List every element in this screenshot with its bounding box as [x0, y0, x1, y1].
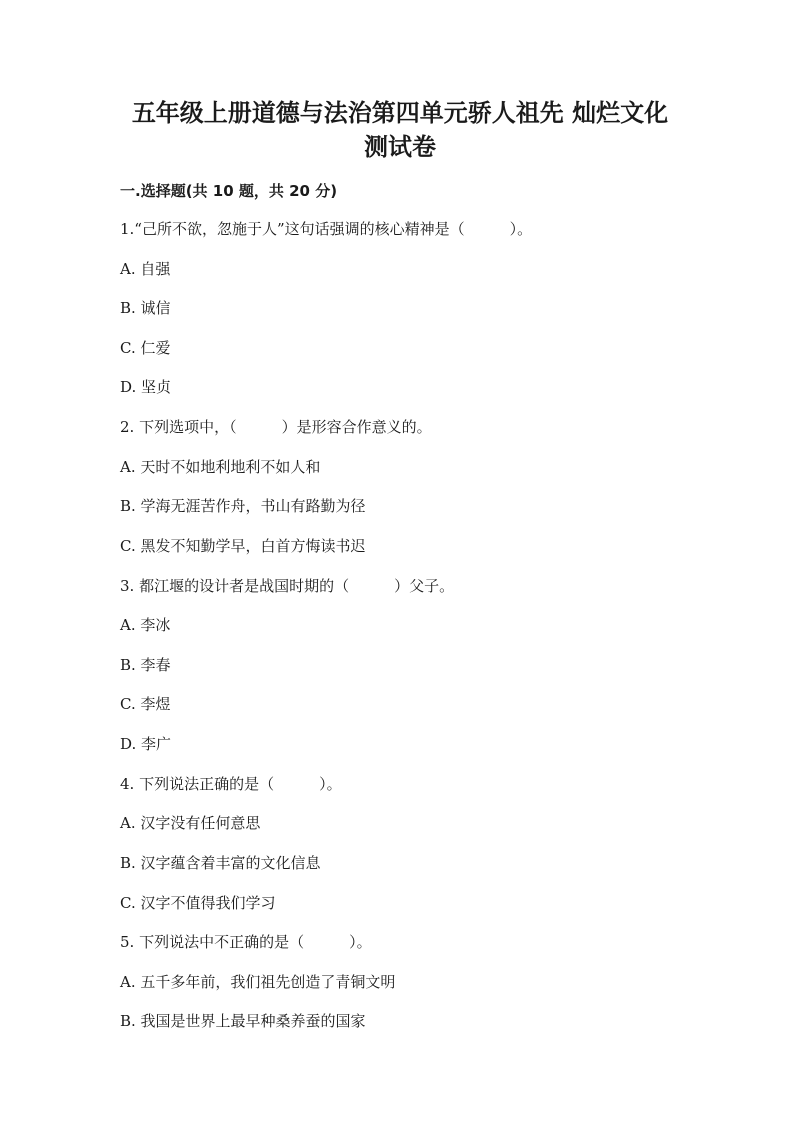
- question-4-option-c: C. 汉字不值得我们学习: [120, 894, 276, 912]
- question-4-stem: 4. 下列说法正确的是（ ）。: [120, 775, 342, 793]
- question-4-option-b: B. 汉字蕴含着丰富的文化信息: [120, 854, 321, 872]
- question-1-stem: 1.“己所不欲，忽施于人”这句话强调的核心精神是（ ）。: [120, 220, 533, 238]
- question-1-option-c: C. 仁爱: [120, 339, 171, 357]
- question-5-stem: 5. 下列说法中不正确的是（ ）。: [120, 933, 372, 951]
- question-2-option-b: B. 学海无涯苦作舟，书山有路勤为径: [120, 497, 366, 515]
- question-3-option-b: B. 李春: [120, 656, 171, 674]
- question-2-option-a: A. 天时不如地利地利不如人和: [120, 458, 321, 476]
- question-1-option-d: D. 坚贞: [120, 378, 172, 396]
- document-title-line-1: 五年级上册道德与法治第四单元骄人祖先 灿烂文化: [131, 98, 669, 127]
- question-3-option-a: A. 李冰: [120, 616, 171, 634]
- question-2-option-c: C. 黑发不知勤学早，白首方悔读书迟: [120, 537, 366, 555]
- question-5-option-b: B. 我国是世界上最早种桑养蚕的国家: [120, 1012, 366, 1030]
- question-3-option-d: D. 李广: [120, 735, 172, 753]
- section-heading: 一.选择题(共 10 题，共 20 分): [120, 182, 338, 200]
- question-3-stem: 3. 都江堰的设计者是战国时期的（ ）父子。: [120, 577, 455, 595]
- document-title-line-2: 测试卷: [364, 132, 436, 161]
- question-1-option-b: B. 诚信: [120, 299, 171, 317]
- question-1-option-a: A. 自强: [120, 260, 171, 278]
- question-2-stem: 2. 下列选项中，（ ）是形容合作意义的。: [120, 418, 432, 436]
- question-5-option-a: A. 五千多年前，我们祖先创造了青铜文明: [120, 973, 396, 991]
- question-4-option-a: A. 汉字没有任何意思: [120, 814, 261, 832]
- question-3-option-c: C. 李煜: [120, 695, 171, 713]
